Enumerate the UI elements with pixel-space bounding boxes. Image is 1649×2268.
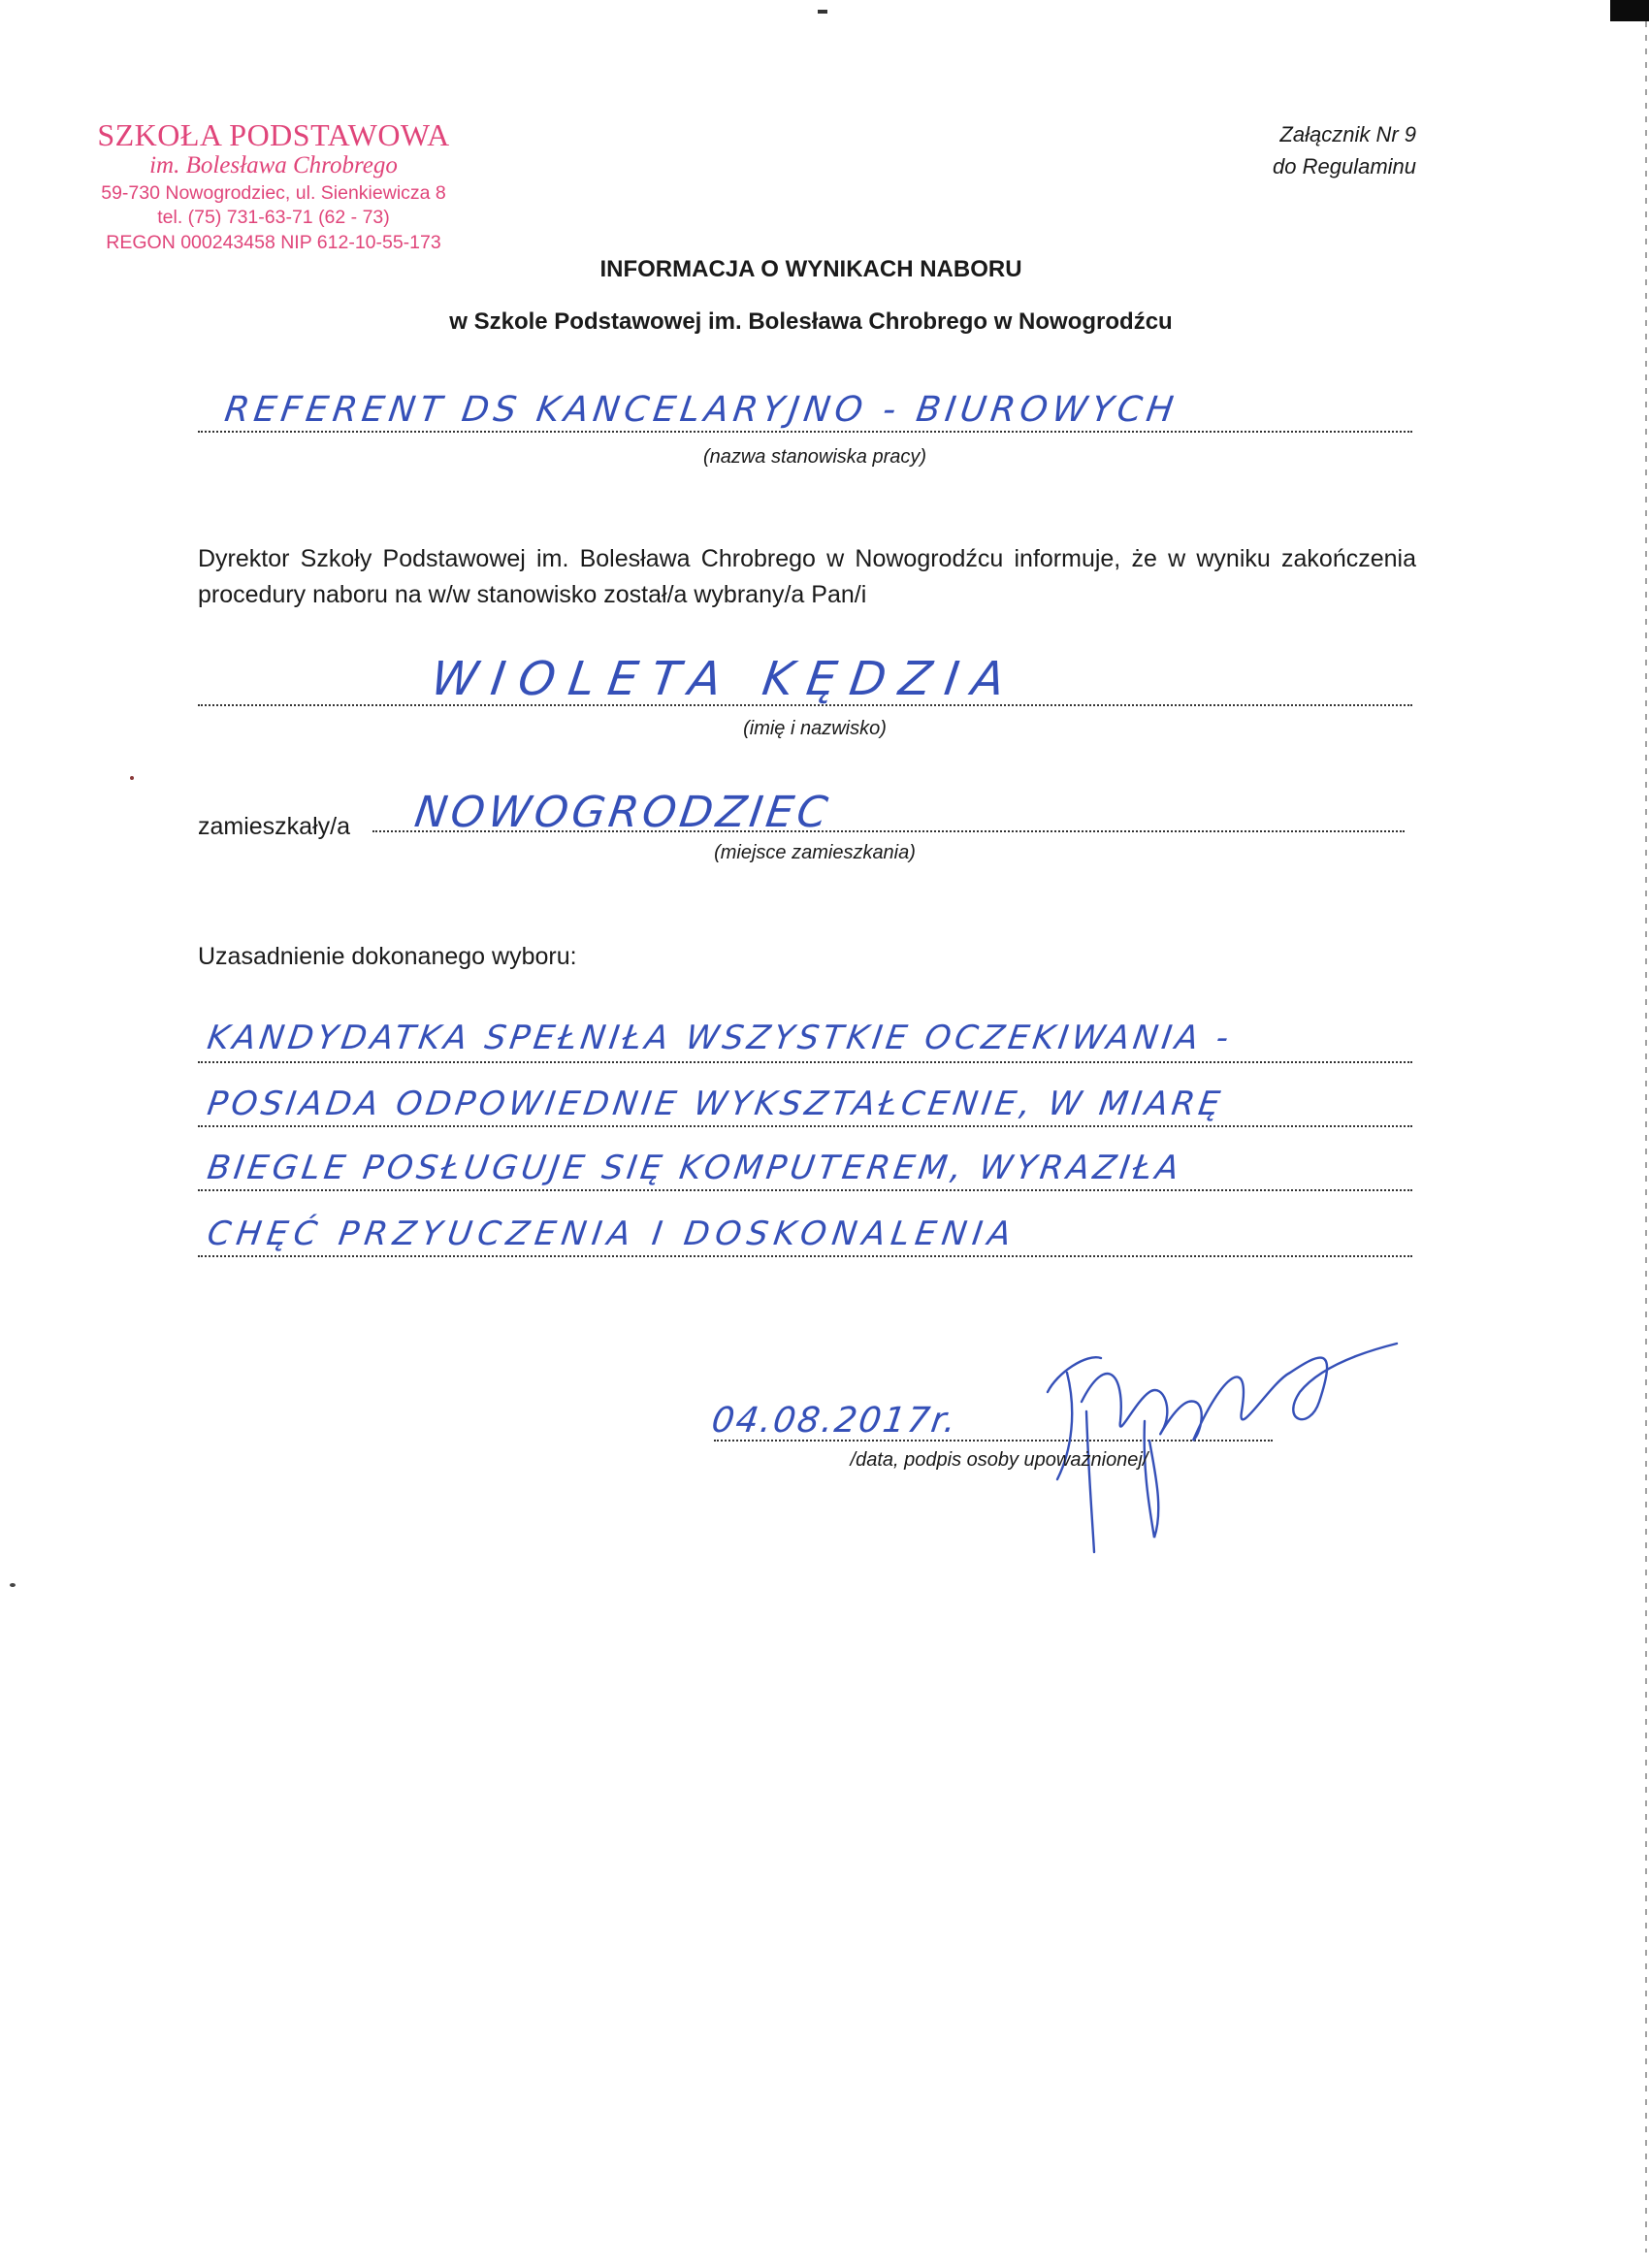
scan-edge [1610,0,1649,21]
stamp-line-1: SZKOŁA PODSTAWOWA [97,117,450,152]
scan-edge-line [1645,21,1647,2252]
justification-line-1: KANDYDATKA SPEŁNIŁA WSZYSTKIE OCZEKIWANIA - [205,1019,1235,1057]
stamp-line-5: REGON 000243458 NIP 612-10-55-173 [106,231,441,253]
stamp-line-4: tel. (75) 731-63-71 (62 - 73) [157,207,390,229]
stray-dot-2 [10,1583,16,1587]
justification-line-3: BIEGLE POSŁUGUJE SIĘ KOMPUTEREM, WYRAZIŁA [205,1149,1185,1187]
statement-text: Dyrektor Szkoły Podstawowej im. Bolesława Chrobrego w Nowogrodźcu informuje, że w wyniku zakończenia procedury naboru na w/w stanowisko został/a wybrany/a Pan/i [198,545,1416,608]
residence-label: zamieszkały/a [198,813,350,840]
signature-stroke-2 [1086,1411,1158,1552]
justification-dotline-4 [198,1255,1412,1257]
position-handwritten: REFERENT DS KANCELARYJNO - BIUROWYCH [222,390,1180,430]
justification-label: Uzasadnienie dokonanego wyboru: [198,943,577,970]
candidate-caption: (imię i nazwisko) [743,718,887,739]
document-subtitle: w Szkole Podstawowej im. Bolesława Chrobrego w Nowogrodźcu [449,308,1173,335]
position-dotline [198,431,1412,433]
position-caption: (nazwa stanowiska pracy) [702,446,927,468]
annex-line-1: Załącznik Nr 9 [1279,122,1416,146]
residence-caption: (miejsce zamieszkania) [714,842,916,863]
justification-line-2: POSIADA ODPOWIEDNIE WYKSZTAŁCENIE, W MIARĘ [205,1085,1226,1123]
justification-dotline-1 [198,1061,1412,1063]
justification-dotline-2 [198,1125,1412,1127]
annex-line-2: do Regulaminu [1273,154,1416,178]
candidate-handwritten: WIOLETA KĘDZIA [428,652,1022,706]
stamp-line-2: im. Bolesława Chrobrego [149,152,398,179]
scan-dot [818,10,827,14]
document-title: INFORMACJA O WYNIKACH NABORU [599,256,1022,282]
justification-line-4: CHĘĆ PRZYUCZENIA I DOSKONALENIA [205,1215,1019,1253]
signature-scribble [1028,1314,1416,1557]
signature-caption: /data, podpis osoby upoważnionej/ [850,1449,1148,1471]
residence-handwritten: NOWOGRODZIEC [411,788,835,837]
signature-date: 04.08.2017r. [709,1401,960,1441]
residence-dotline [372,830,1405,832]
school-stamp [80,118,468,253]
justification-dotline-3 [198,1189,1412,1191]
candidate-dotline [198,704,1412,706]
stray-dot-1 [130,776,134,780]
stamp-line-3: 59-730 Nowogrodziec, ul. Sienkiewicza 8 [101,181,446,204]
annex-note [1273,118,1416,182]
